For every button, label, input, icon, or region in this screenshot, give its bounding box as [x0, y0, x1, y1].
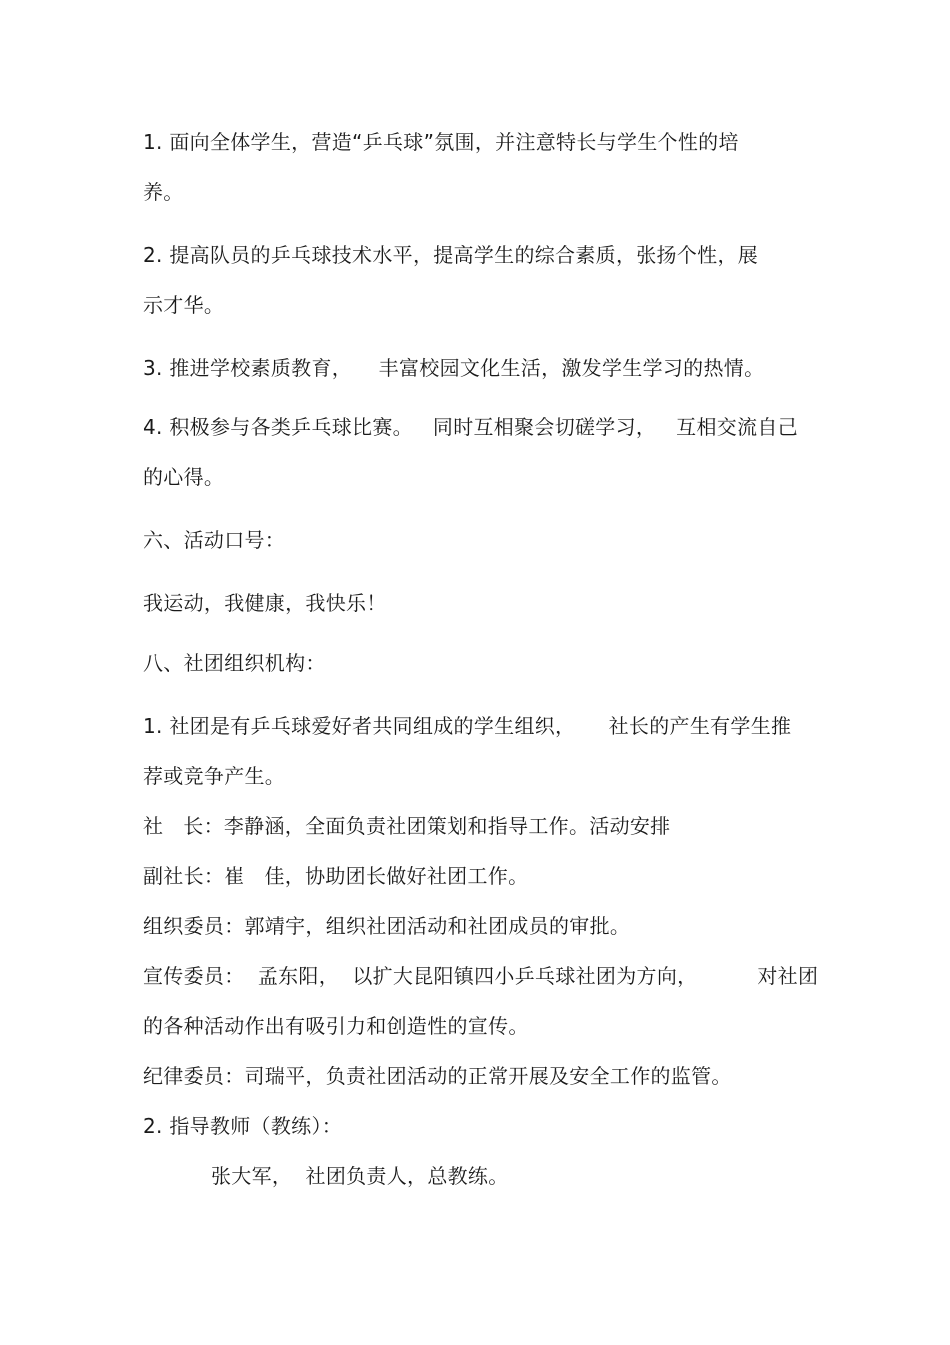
goal-1-line-1: 1. 面向全体学生，营造“乒乓球”氛围，并注意特长与学生个性的培 — [143, 130, 739, 154]
organization-item-1-line-2: 荐或竞争产生。 — [143, 764, 286, 788]
goal-2-line-2: 示才华。 — [143, 293, 225, 317]
organization-heading: 八、社团组织机构： — [143, 651, 326, 675]
organizing-member-line: 组织委员：郭靖宇，组织社团活动和社团成员的审批。 — [143, 914, 631, 938]
goal-4-line-1: 4. 积极参与各类乒乓球比赛。 同时互相聚会切磋学习， 互相交流自己 — [143, 415, 798, 439]
organization-item-1-line-1: 1. 社团是有乒乓球爱好者共同组成的学生组织， 社长的产生有学生推 — [143, 714, 792, 738]
slogan-text: 我运动，我健康，我快乐！ — [143, 591, 387, 615]
instructor-heading: 2. 指导教师（教练）： — [143, 1114, 343, 1138]
discipline-member-line: 纪律委员：司瑞平，负责社团活动的正常开展及安全工作的监管。 — [143, 1064, 732, 1088]
publicity-member-line-1: 宣传委员： 孟东阳， 以扩大昆阳镇四小乒乓球社团为方向， 对社团 — [143, 964, 819, 988]
publicity-member-line-2: 的各种活动作出有吸引力和创造性的宣传。 — [143, 1014, 529, 1038]
slogan-heading: 六、活动口号： — [143, 528, 286, 552]
goal-1-line-2: 养。 — [143, 180, 184, 204]
goal-4-line-2: 的心得。 — [143, 465, 225, 489]
goal-2-line-1: 2. 提高队员的乒乓球技术水平，提高学生的综合素质，张扬个性，展 — [143, 243, 759, 267]
goal-3-line: 3. 推进学校素质教育， 丰富校园文化生活，激发学生学习的热情。 — [143, 356, 765, 380]
president-line: 社 长：李静涵，全面负责社团策划和指导工作。活动安排 — [143, 814, 671, 838]
head-coach-line: 张大军， 社团负责人，总教练。 — [211, 1164, 509, 1188]
vice-president-line: 副社长：崔 佳，协助团长做好社团工作。 — [143, 864, 529, 888]
